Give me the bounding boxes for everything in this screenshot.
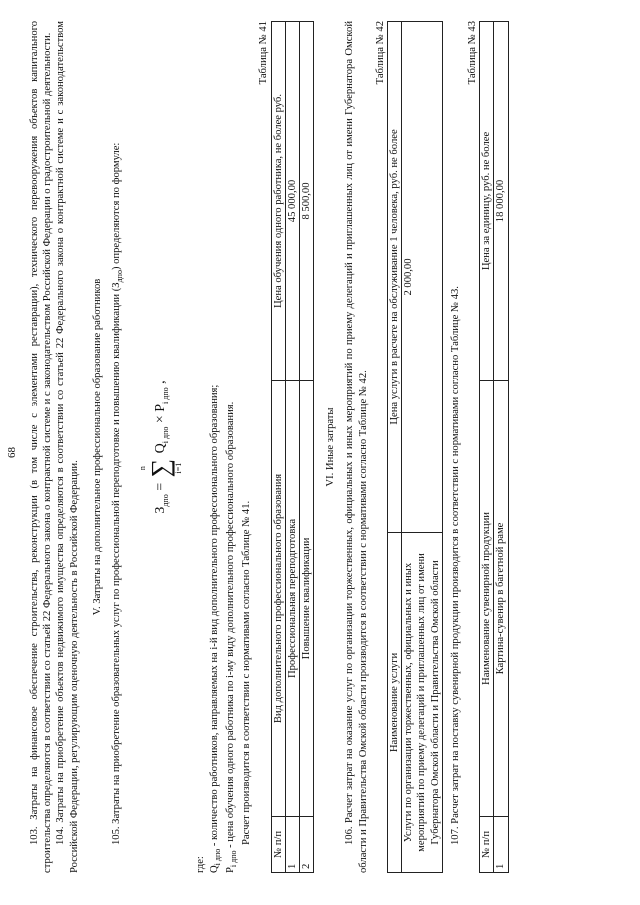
- table-cell: 1: [494, 817, 508, 873]
- paragraph-103: 103. Затраты на финансовое обеспечение строительства, реконструкции (в том числе с элементами реставрации), технического перевооружения объектов капитального строительства определяются в соответствии со статьей 22 Федерального закона о контрактной системе и с законодательством Российской Федерации о градостроительной деятельности.: [29, 21, 54, 873]
- formula-end: ,: [153, 380, 169, 384]
- formula-q: Q: [153, 443, 169, 454]
- header-cell: Цена обучения одного работника, не более руб.: [271, 22, 285, 381]
- formula-equals: =: [153, 482, 169, 491]
- table-cell: Картина-сувенир в багетной раме: [494, 381, 508, 817]
- formula-q-sub: i дпо: [161, 426, 171, 444]
- table-cell: 18 000,00: [494, 22, 508, 381]
- table-cell: Повышение квалификации: [299, 381, 313, 817]
- calc-note-41: Расчет производится в соответствии с нормативами согласно Таблице № 41.: [241, 500, 253, 845]
- paragraph-106: 106. Расчет затрат на оказание услуг по организации торжественных, официальных и иных мероприятий по приему делегаций и приглашенных лиц от имени Губернатора Омской области и Правительства Омской области производится в соответствии с нормативами согласно Таблице № 42.: [344, 21, 369, 873]
- sum-lower-limit: i=1: [174, 462, 184, 474]
- table-41: [271, 21, 315, 873]
- where-label: где:: [195, 856, 207, 873]
- header-cell: № п/п: [271, 817, 285, 873]
- header-cell: Цена услуги в расчете на обслуживание 1 человека, руб. не более: [387, 22, 401, 533]
- where-q-definition: $Q_{i дпо}$ - количество работников, направляемых на i-й вид дополнительного профессионального образования;: [208, 384, 222, 873]
- section-5-title: V. Затраты на дополнительное профессиональное образование работников: [91, 278, 103, 616]
- table-row: [299, 22, 313, 873]
- table-42: [387, 21, 443, 873]
- table-42-caption: Таблица № 42: [374, 21, 386, 85]
- header-cell: Наименование сувенирной продукции: [480, 381, 494, 817]
- table-cell: 8 500,00: [299, 22, 313, 381]
- formula-lhs-sub: дпо: [161, 494, 171, 507]
- table-row: [402, 22, 443, 873]
- formula-zdpo: [138, 21, 184, 873]
- table-cell: 2: [299, 817, 313, 873]
- table-cell: 1: [285, 817, 299, 873]
- paragraph-105: 105. Затраты на приобретение образовательных услуг по профессиональной переподготовке и повышению квалификации $(З_{дпо})$ определяются по формуле:: [111, 142, 125, 845]
- table-43-caption: Таблица № 43: [467, 21, 478, 85]
- formula-lhs: З: [153, 506, 169, 514]
- formula-p-sub: i дпо: [161, 387, 171, 404]
- where-p-definition: $P_{i дпо}$ - цена обучения одного работника по i-му виду дополнительного профессионального образования.: [224, 401, 238, 873]
- table-header-row: [271, 22, 285, 873]
- header-cell: № п/п: [480, 817, 494, 873]
- table-row: [494, 22, 508, 873]
- table-41-caption: Таблица № 41: [258, 21, 270, 85]
- section-6-title: VI. Иные затраты: [325, 407, 337, 487]
- header-cell: Цена за единицу, руб. не более: [480, 22, 494, 381]
- table-header-row: [387, 22, 401, 873]
- table-row: [285, 22, 299, 873]
- table-43: [479, 21, 508, 873]
- table-header-row: [480, 22, 494, 873]
- formula-times-p: × P: [153, 403, 169, 424]
- header-cell: Наименование услуги: [387, 533, 401, 873]
- document-body: [28, 21, 509, 873]
- sum-upper-limit: n: [138, 466, 148, 471]
- table-cell: Услуги по организации торжественных, официальных и иных мероприятий по приему делегаций и приглашенных лиц от имени Губернатора Омской области и Правительства Омской области: [402, 533, 443, 873]
- sigma-symbol: ∑: [146, 458, 176, 478]
- page-number: 68: [6, 447, 18, 458]
- table-cell: 45 000,00: [285, 22, 299, 381]
- table-cell: 2 000,00: [402, 22, 443, 533]
- sum-operator: [138, 459, 184, 478]
- paragraph-107: 107. Расчет затрат на поставку сувенирной продукции производится в соответствии с нормативами согласно Таблице № 43.: [449, 286, 461, 845]
- table-cell: Профессиональная переподготовка: [285, 381, 299, 817]
- paragraph-104: 104. Затраты на приобретение объектов недвижимого имущества определяются в соответствии со статьей 22 Федерального закона о контрактной системе и с законодательством Российской Федерации, регулирующим оценочную деятельность в Российской Федерации.: [55, 21, 80, 873]
- header-cell: Вид дополнительного профессионального образования: [271, 381, 285, 817]
